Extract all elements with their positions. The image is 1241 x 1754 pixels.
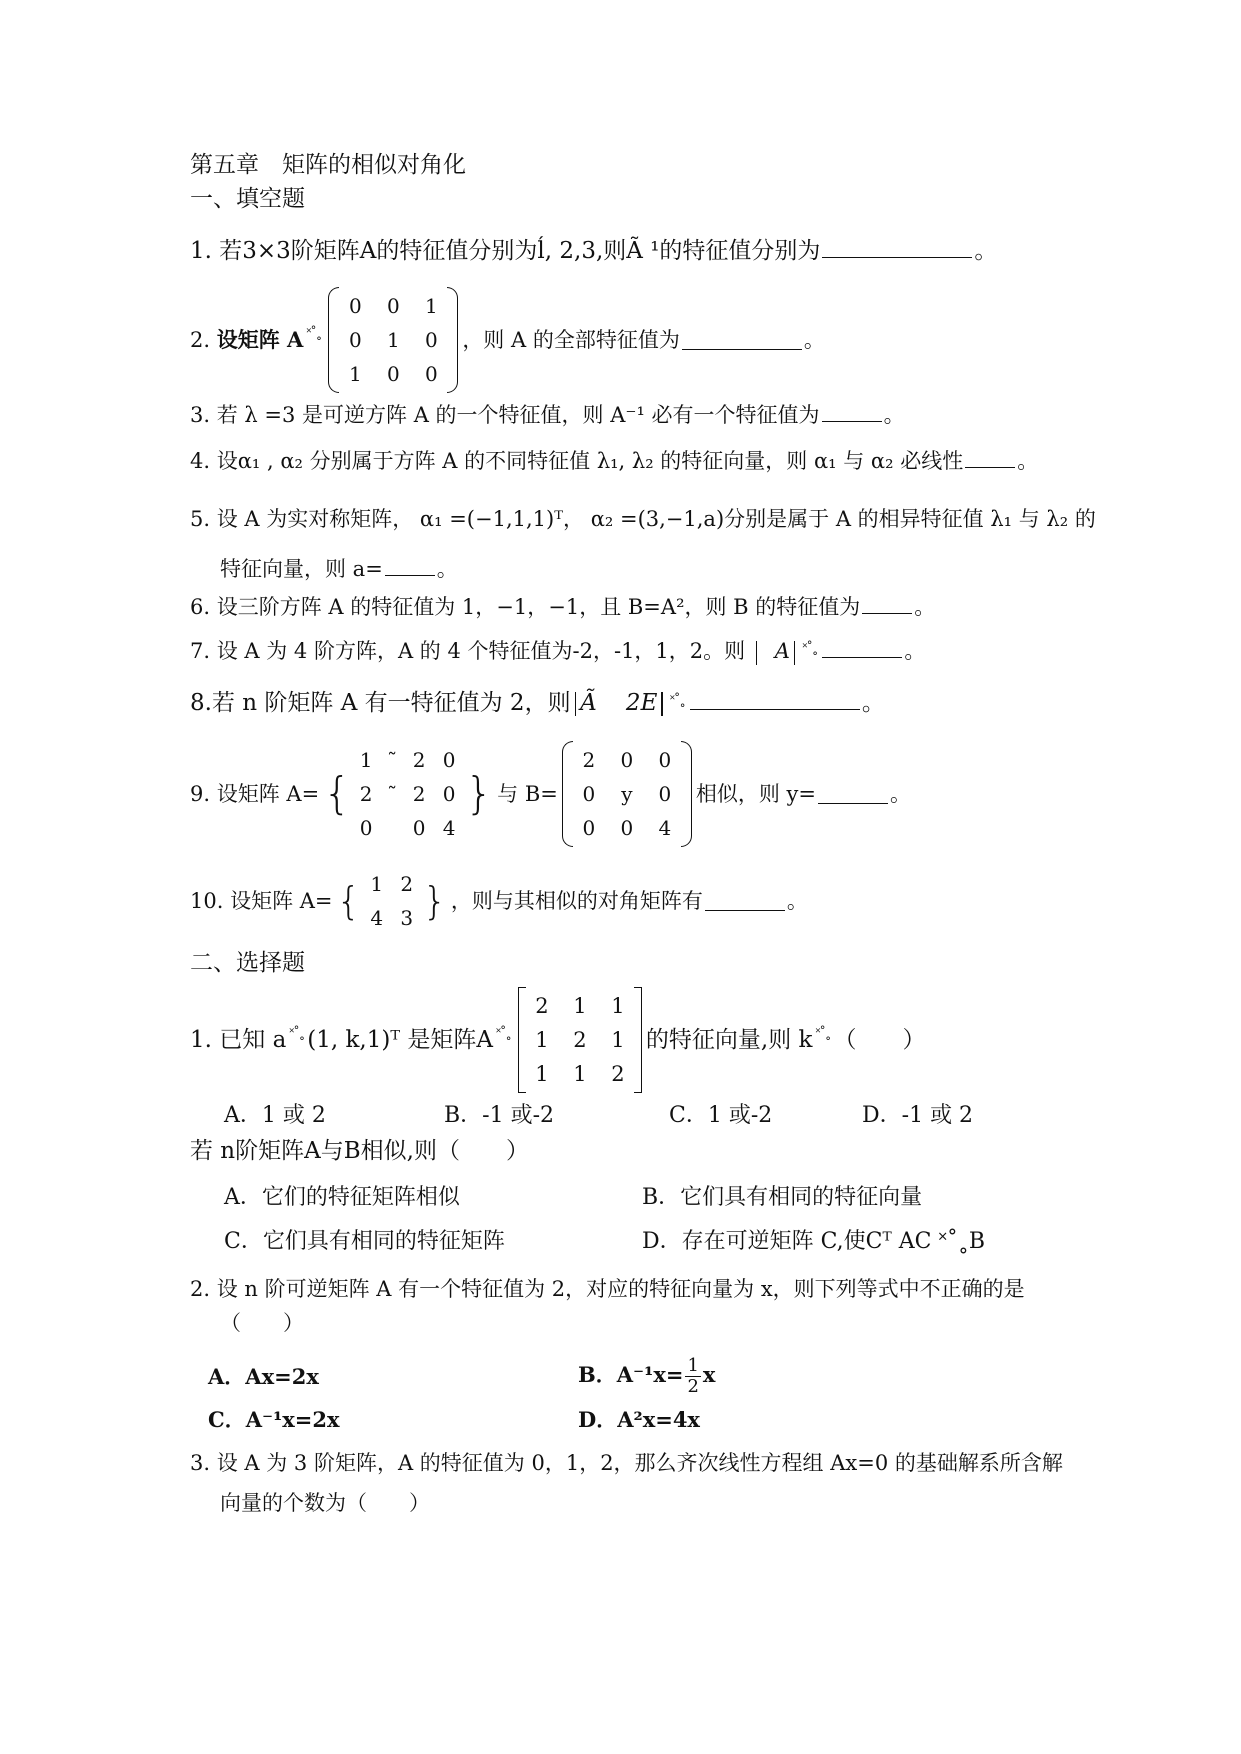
option-b[interactable]: B．-1 或-2 [444, 1103, 555, 1128]
choice-q2-number: 2. [190, 1277, 211, 1301]
matrix-a-cell: 0 [442, 782, 456, 806]
section-choice-title: 二、选择题 [190, 950, 305, 976]
fill-q7-number: 7. [190, 639, 211, 663]
fill-q7-equals-symbol: ˟˚˳ [802, 641, 818, 656]
fill-q8-blank [690, 691, 860, 710]
matrix-cell: 3 [400, 906, 414, 930]
fill-q2-post: ，则 A 的全部特征值为 [462, 328, 680, 352]
choice-q1b-text: 若 n阶矩阵A与B相似,则（ ） [190, 1138, 529, 1164]
fill-q9-end: 。 [890, 782, 912, 806]
option-b-pre: B．A⁻¹x= [578, 1361, 684, 1387]
matrix-cell: 1 [348, 362, 362, 386]
matrix-cell: 0 [424, 362, 438, 386]
matrix-a-cell: 0 [442, 748, 456, 772]
option-b-post: x [702, 1361, 716, 1387]
matrix-cell: 2 [573, 1028, 587, 1052]
matrix-b-cell: 0 [582, 782, 596, 806]
matrix-b-cell: 2 [582, 748, 596, 772]
fill-q7 [190, 636, 1120, 672]
fill-q9-number: 9. [190, 782, 211, 806]
matrix-cell: 1 [611, 994, 625, 1018]
fill-q4 [190, 446, 1120, 484]
option-d[interactable]: D．存在可逆矩阵 C,使Cᵀ AC ˟˚˳B [642, 1229, 986, 1254]
fraction-numerator: 1 [687, 1354, 699, 1376]
matrix-a-cell: 0 [412, 816, 426, 840]
fill-q1-text: 若3×3阶矩阵A的特征值分别为ĺ, 2,3,则Ã ¹的特征值分别为 [219, 238, 821, 264]
choice-q1-number: 1. [190, 1027, 212, 1053]
fill-q8-inner: Ã 2E [580, 690, 658, 716]
fill-q1-blank [822, 239, 972, 258]
fraction-denominator: 2 [687, 1375, 699, 1397]
fill-q6-number: 6. [190, 595, 211, 619]
matrix-a-cell: 2 [412, 782, 426, 806]
option-c[interactable]: C．1 或-2 [669, 1103, 773, 1128]
choice-q2-paren-line [190, 1308, 1120, 1340]
matrix-cell: 1 [535, 1062, 549, 1086]
matrix-b-cell: 0 [620, 748, 634, 772]
fill-q8-end: 。 [861, 690, 885, 716]
fill-q7-text: 设 A 为 4 阶方阵，A 的 4 个特征值为-2，-1，1，2。则 [216, 639, 746, 663]
choice-q2-paren: （ ） [220, 1311, 304, 1335]
choice-q3-text: 设 A 为 3 阶矩阵，A 的特征值为 0，1，2，那么齐次线性方程组 Ax=0 的基础解系所含解 [216, 1451, 1063, 1475]
fill-q4-blank [965, 449, 1015, 468]
determinant-bar-left [756, 641, 758, 665]
choice-q1-equals-symbol: ˟˚˳ [289, 1026, 305, 1041]
fill-q4-number: 4. [190, 449, 211, 473]
option-c[interactable]: C．它们具有相同的特征矩阵 [224, 1229, 505, 1254]
fill-q9-post: 相似，则 y= [695, 782, 817, 806]
fill-q9-matrix-a [323, 741, 493, 847]
fill-q2-blank [682, 331, 802, 350]
brace-right: } [465, 768, 494, 819]
choice-q3-number: 3. [190, 1451, 211, 1475]
fill-q10-end: 。 [786, 889, 808, 913]
chapter-title: 第五章 矩阵的相似对角化 [190, 152, 466, 178]
fraction [685, 1356, 700, 1397]
matrix-cell: 1 [370, 872, 384, 896]
matrix-cell: 0 [424, 328, 438, 352]
fill-q10-number: 10. [190, 889, 224, 913]
paren-left [328, 287, 339, 393]
fill-q3-text: 若 λ =3 是可逆方阵 A 的一个特征值，则 A⁻¹ 必有一个特征值为 [216, 403, 820, 427]
choice-q1-equals-symbol-3: ˟˚˳ [815, 1026, 831, 1041]
matrix-b-cell: y [621, 782, 633, 806]
matrix-grid [339, 287, 447, 393]
fill-q6-blank [862, 595, 912, 614]
option-b[interactable] [578, 1356, 715, 1397]
paren-left [562, 741, 573, 847]
option-a[interactable]: A．Ax=2x [208, 1364, 319, 1389]
matrix-a-cell: 2 [359, 782, 373, 806]
bracket-right [634, 987, 642, 1093]
fill-q9-matrix-b [562, 741, 692, 847]
determinant-bar-left [575, 692, 577, 716]
matrix-cell: 1 [573, 994, 587, 1018]
fill-q9-mid: 与 B= [497, 782, 558, 806]
choice-q2-text: 设 n 阶可逆矩阵 A 有一个特征值为 2，对应的特征向量为 x，则下列等式中不正确的是 [216, 1277, 1025, 1301]
fill-q6-text: 设三阶方阵 A 的特征值为 1，−1，−1，且 B=A²，则 B 的特征值为 [216, 595, 861, 619]
fill-q2-end: 。 [803, 328, 825, 352]
fill-q10-post: ，则与其相似的对角矩阵有 [450, 889, 703, 913]
fill-q3-end: 。 [883, 403, 905, 427]
matrix-cell: 1 [386, 328, 400, 352]
matrix-cell: 1 [535, 1028, 549, 1052]
choice-q3-continued [190, 1488, 1120, 1522]
option-a[interactable]: A．1 或 2 [224, 1103, 326, 1128]
fill-q10 [190, 868, 1120, 934]
option-a[interactable]: A．它们的特征矩阵相似 [224, 1185, 460, 1210]
choice-q1-vec: (1, k,1)ᵀ 是矩阵A [307, 1027, 493, 1053]
matrix-cell: 0 [386, 294, 400, 318]
determinant-bar-right [661, 692, 663, 716]
matrix-b-cell: 0 [658, 782, 672, 806]
choice-q2 [190, 1274, 1120, 1304]
choice-q1b [190, 1136, 1120, 1176]
document-page [190, 150, 1120, 1522]
matrix-a-cell: 1 [359, 748, 373, 772]
choice-q1-paren: （ ） [833, 1027, 926, 1053]
fill-q9-blank [818, 785, 888, 804]
matrix-cell: 0 [386, 362, 400, 386]
option-d[interactable]: D．A²x=4x [578, 1407, 700, 1432]
matrix-cell: 1 [573, 1062, 587, 1086]
matrix-a-cell: 2 [412, 748, 426, 772]
choice-q2-options-row2 [190, 1404, 1120, 1444]
fill-q5 [190, 504, 1120, 542]
fill-q2-text: 设矩阵 A [216, 327, 304, 352]
matrix-a-cell: 0 [359, 816, 373, 840]
matrix-cell: 2 [400, 872, 414, 896]
fill-q5-cont-text: 特征向量，则 a= [220, 557, 383, 581]
fill-q8-text: 若 n 阶矩阵 A 有一特征值为 2，则 [211, 690, 571, 716]
fill-q10-pre: 设矩阵 A= [230, 889, 333, 913]
fill-q8-equals-symbol: ˟˚˳ [669, 693, 685, 708]
matrix-grid [526, 987, 634, 1093]
choice-q1b-options-row1 [190, 1180, 1120, 1222]
fill-q10-matrix [337, 865, 447, 937]
fill-q1-end: 。 [974, 238, 998, 264]
fill-q3 [190, 400, 1120, 438]
matrix-b-cell: 0 [582, 816, 596, 840]
matrix-grid [573, 741, 681, 847]
fill-q10-blank [705, 892, 785, 911]
matrix-b-cell: 0 [658, 748, 672, 772]
fill-q3-number: 3. [190, 403, 211, 427]
fill-q9-pre: 设矩阵 A= [216, 782, 320, 806]
matrix-cell: 2 [611, 1062, 625, 1086]
fill-q2-equals-symbol: ˟˚˳ [306, 326, 322, 341]
choice-q1b-options-row2 [190, 1224, 1120, 1268]
fill-q5-text: 设 A 为实对称矩阵， α₁ =(−1,1,1)ᵀ， α₂ =(3,−1,a)分别是属于 A 的相异特征值 λ₁ 与 λ₂ 的 [216, 507, 1096, 531]
fill-q9 [190, 746, 1120, 842]
matrix-b-cell: 0 [620, 816, 634, 840]
matrix-a-cell: ˜ [387, 782, 398, 806]
fill-q5-end: 。 [436, 557, 458, 581]
choice-q1-equals-symbol-2: ˟˚˳ [495, 1026, 511, 1041]
fill-q1 [190, 236, 1120, 272]
fill-q6-end: 。 [914, 595, 936, 619]
fill-q2 [190, 294, 1120, 386]
section-fill-title: 一、填空题 [190, 186, 305, 212]
choice-q1-options [190, 1098, 1120, 1134]
matrix-a-cell [385, 813, 399, 843]
fill-q4-end: 。 [1017, 449, 1039, 473]
fill-q7-end: 。 [904, 639, 926, 663]
fill-q3-blank [822, 403, 882, 422]
matrix-a-cell: ˜ [387, 748, 398, 772]
option-c[interactable]: C．A⁻¹x=2x [208, 1407, 340, 1432]
matrix-a-cell: 4 [442, 816, 456, 840]
fill-q4-text: 设α₁ , α₂ 分别属于方阵 A 的不同特征值 λ₁, λ₂ 的特征向量，则 α₁ 与 α₂ 必线性 [216, 449, 964, 473]
choice-q1-pre: 已知 a [219, 1027, 287, 1053]
choice-q1 [190, 990, 1120, 1090]
matrix-cell: 0 [348, 328, 362, 352]
fill-q7-blank [822, 639, 902, 658]
fill-q5-continued [190, 554, 1120, 584]
paren-right [681, 741, 692, 847]
choice-q3 [190, 1448, 1120, 1482]
fill-q2-number: 2. [190, 328, 211, 352]
fill-q5-blank [385, 557, 435, 576]
option-b[interactable]: B．它们具有相同的特征向量 [642, 1185, 923, 1210]
option-d[interactable]: D．-1 或 2 [862, 1103, 974, 1128]
fill-q8-number: 8. [190, 690, 212, 716]
fill-q2-matrix [328, 287, 458, 393]
choice-q1-matrix [518, 987, 642, 1093]
matrix-b-cell: 4 [658, 816, 672, 840]
choice-q1-post: 的特征向量,则 k [645, 1027, 813, 1053]
paren-right [447, 287, 458, 393]
determinant-bar-right [794, 641, 796, 665]
bracket-left [518, 987, 526, 1093]
fill-q7-inner: A [774, 639, 790, 663]
brace-right: } [422, 879, 447, 923]
fill-q8 [190, 688, 1120, 726]
matrix-cell: 2 [535, 994, 549, 1018]
matrix-cell: 1 [424, 294, 438, 318]
matrix-cell: 0 [348, 294, 362, 318]
matrix-cell: 4 [370, 906, 384, 930]
matrix-cell: 1 [611, 1028, 625, 1052]
fill-q1-number: 1. [190, 238, 212, 264]
matrix-grid [361, 865, 423, 937]
brace-left: { [336, 879, 361, 923]
matrix-grid [351, 741, 465, 847]
brace-left: { [323, 768, 352, 819]
fill-q6 [190, 592, 1120, 626]
fill-q5-number: 5. [190, 507, 211, 531]
choice-q2-options-row1 [190, 1352, 1120, 1400]
choice-q3-cont: 向量的个数为（ ） [220, 1491, 430, 1515]
